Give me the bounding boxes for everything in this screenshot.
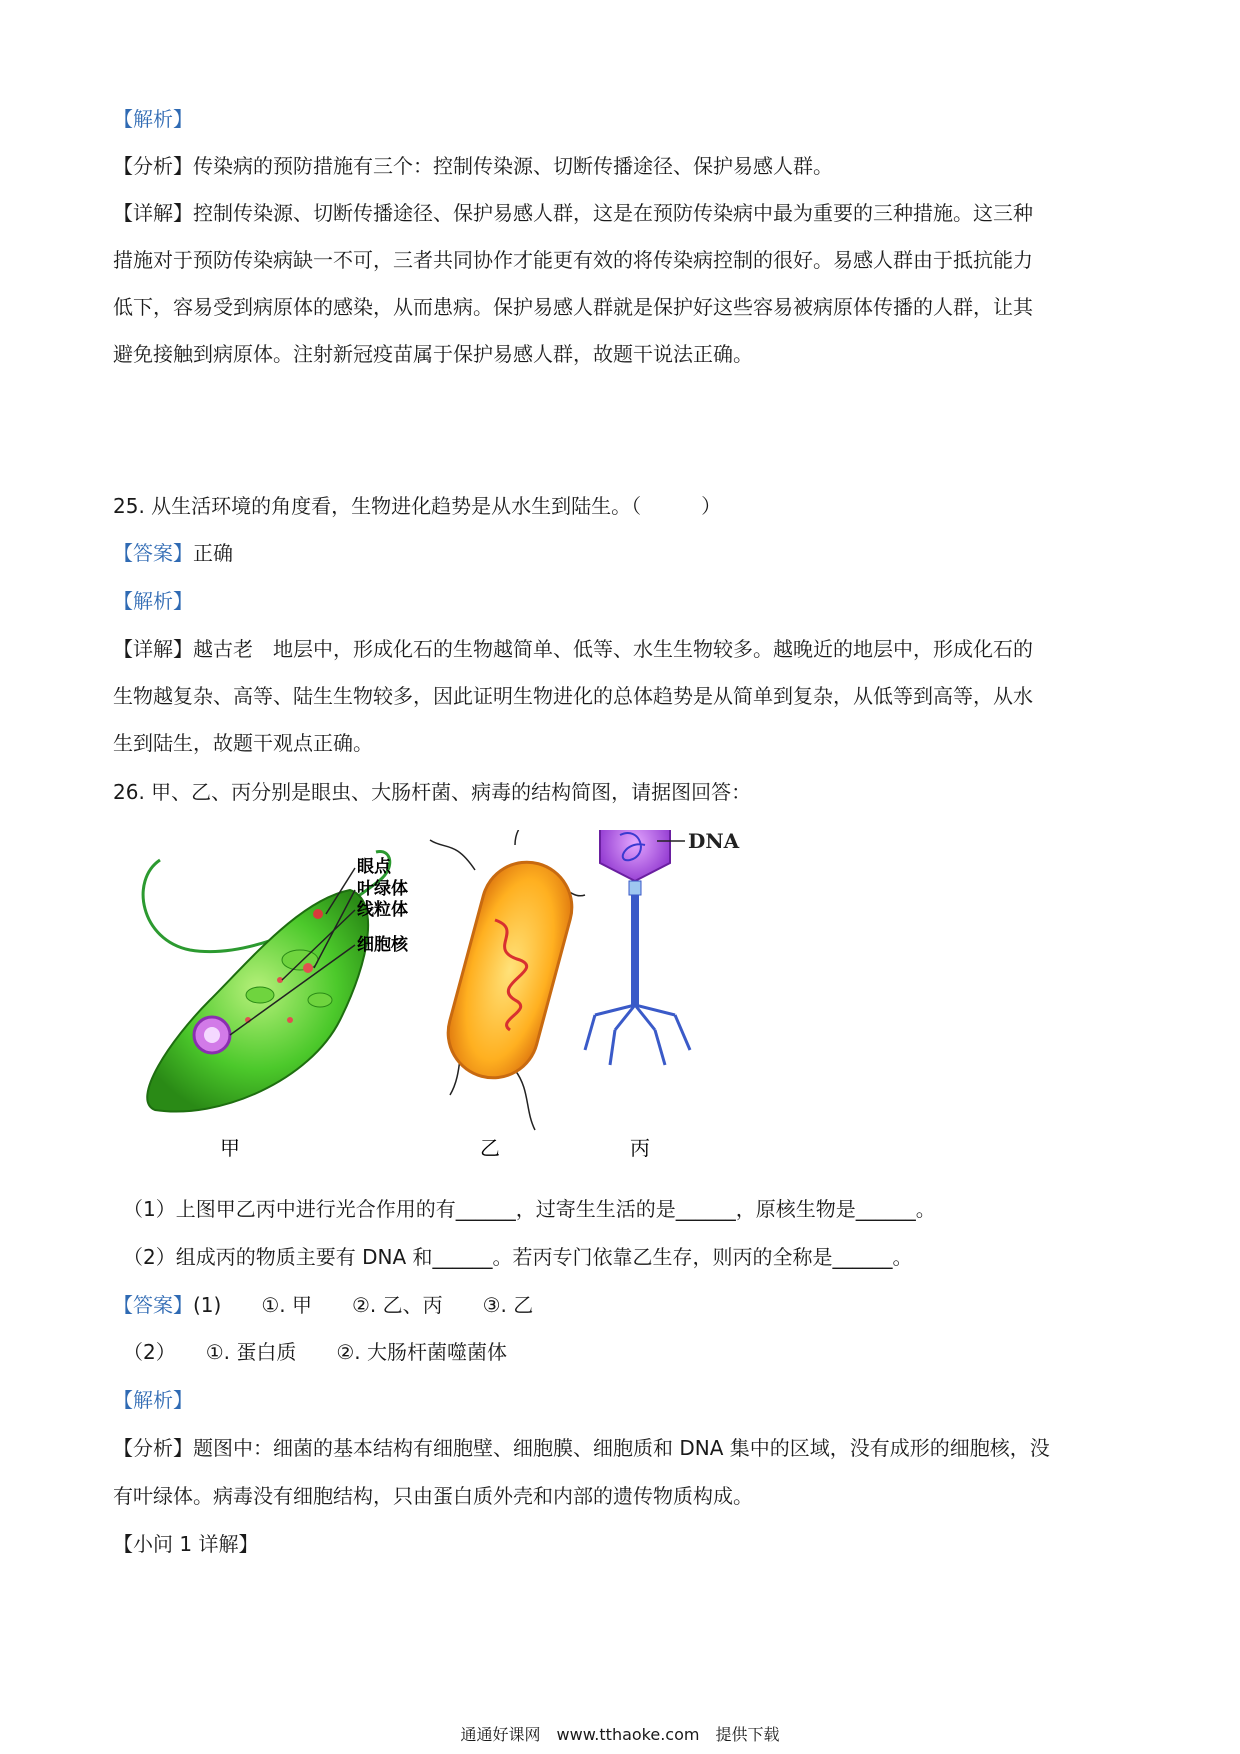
- fenxi-paragraph: [113, 151, 833, 181]
- q25-question: 25. 从生活环境的角度看，生物进化趋势是从水生到陆生。（ ）: [113, 494, 722, 518]
- q26-fenxi-line-2: 有叶绿体。病毒没有细胞结构，只由蛋白质外壳和内部的遗传物质构成。: [113, 1484, 753, 1508]
- q26-fenxi-line-1: 【分析】题图中：细菌的基本结构有细胞壁、细胞膜、细胞质和 DNA 集中的区域，没有成形的细胞核，没: [113, 1436, 1050, 1460]
- q26-fenxi-tag: 【分析】: [113, 1436, 193, 1460]
- caption-jia: 甲: [220, 1136, 240, 1160]
- q25-xiangjie-line-1: 【详解】越古老 地层中，形成化石的生物越简单、低等、水生生物较多。越晚近的地层中，形成化石的: [113, 637, 1033, 661]
- label-mitochondria: 线粒体: [357, 900, 408, 920]
- q26-answer-tag: 【答案】: [113, 1293, 193, 1317]
- xiangjie-tag: 【详解】: [113, 201, 193, 225]
- fenxi-text: 传染病的预防措施有三个：控制传染源、切断传播途径、保护易感人群。: [193, 154, 833, 178]
- xiangjie-line-4: 避免接触到病原体。注射新冠疫苗属于保护易感人群，故题干说法正确。: [113, 342, 753, 366]
- q26-question: 26. 甲、乙、丙分别是眼虫、大肠杆菌、病毒的结构简图，请据图回答：: [113, 780, 752, 804]
- xiangjie-line-2: 措施对于预防传染病缺一不可，三者共同协作才能更有效的将传染病控制的很好。易感人群由于抵抗能力: [113, 248, 1033, 272]
- q25-answer-text: 正确: [193, 541, 233, 565]
- ecoli-illustration: [430, 830, 585, 1130]
- label-dna: DNA: [688, 830, 740, 853]
- q25-xiangjie-tag: 【详解】: [113, 637, 193, 661]
- jiexi-heading: 【解析】: [113, 107, 193, 131]
- caption-bing: 丙: [630, 1136, 650, 1160]
- label-chloroplast: 叶绿体: [357, 879, 408, 899]
- organism-figure: [130, 830, 850, 1170]
- phage-illustration: [585, 830, 740, 1065]
- label-nucleus: 细胞核: [357, 935, 408, 955]
- q26-jiexi-heading: 【解析】: [113, 1388, 193, 1412]
- q26-sub2: （2）组成丙的物质主要有 DNA 和______。若丙专门依靠乙生存，则丙的全称是______。: [123, 1245, 913, 1269]
- q25-xiangjie-line-3: 生到陆生，故题干观点正确。: [113, 731, 373, 755]
- q25-xiangjie-line-2: 生物越复杂、高等、陆生生物较多，因此证明生物进化的总体趋势是从简单到复杂，从低等到高等，从水: [113, 684, 1033, 708]
- q26-small-question-heading: 【小问 1 详解】: [113, 1532, 259, 1556]
- q26-sub1: （1）上图甲乙丙中进行光合作用的有______，过寄生生活的是______，原核生物是______。: [123, 1197, 936, 1221]
- page-footer: 通通好课网 www.tthaoke.com 提供下载: [460, 1725, 780, 1744]
- q26-answer-line-2: （2） ①. 蛋白质 ②. 大肠杆菌噬菌体: [123, 1340, 508, 1364]
- euglena-illustration: [143, 851, 409, 1111]
- caption-yi: 乙: [480, 1136, 500, 1160]
- q25-jiexi-heading: 【解析】: [113, 589, 193, 613]
- label-eyespot: 眼点: [357, 857, 391, 877]
- q25-answer: [113, 538, 233, 568]
- fenxi-tag: 【分析】: [113, 154, 193, 178]
- q26-answer-line-1: 【答案】(1) ①. 甲 ②. 乙、丙 ③. 乙: [113, 1293, 534, 1317]
- xiangjie-line-1: 【详解】控制传染源、切断传播途径、保护易感人群，这是在预防传染病中最为重要的三种措施。这三种: [113, 201, 1033, 225]
- xiangjie-line-3: 低下，容易受到病原体的感染，从而患病。保护易感人群就是保护好这些容易被病原体传播的人群，让其: [113, 295, 1033, 319]
- q25-answer-tag: 【答案】: [113, 541, 193, 565]
